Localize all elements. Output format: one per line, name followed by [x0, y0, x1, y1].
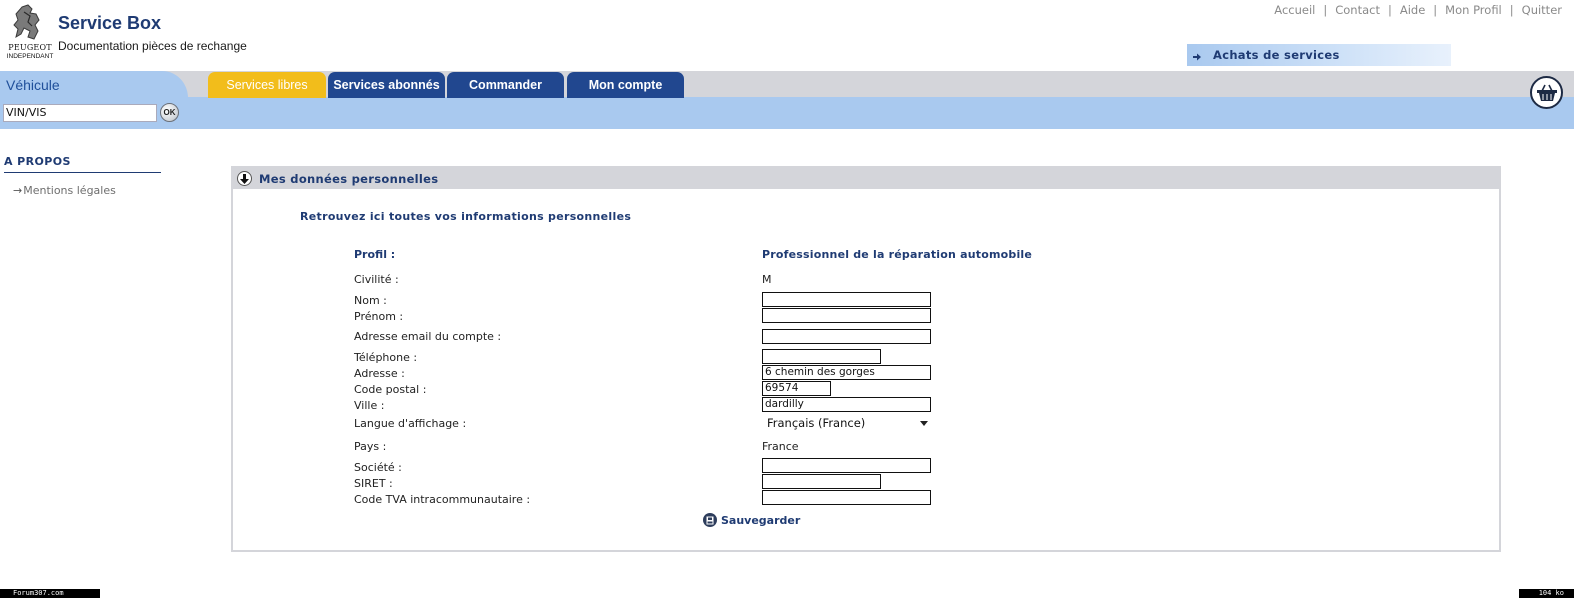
- link-quitter[interactable]: Quitter: [1521, 3, 1562, 17]
- sidebar-item-mentions-legales[interactable]: [13, 184, 116, 197]
- top-links: [1274, 3, 1562, 17]
- email-label: Adresse email du compte :: [354, 330, 502, 343]
- email-field[interactable]: [762, 329, 931, 344]
- pays-value: France: [762, 440, 799, 453]
- separator: |: [1323, 3, 1328, 17]
- code-postal-field[interactable]: 69574: [762, 381, 831, 396]
- code-postal-label: Code postal :: [354, 383, 427, 396]
- achats-de-services-link[interactable]: [1187, 44, 1451, 66]
- ville-field[interactable]: dardilly: [762, 397, 931, 412]
- vehicule-tab: [0, 71, 188, 98]
- langue-selected-value: Français (France): [767, 416, 866, 430]
- achats-label: Achats de services: [1213, 48, 1340, 62]
- telephone-label: Téléphone :: [354, 351, 418, 364]
- tva-label: Code TVA intracommunautaire :: [354, 493, 531, 506]
- arrow-down-icon[interactable]: [237, 171, 252, 186]
- prenom-field[interactable]: [762, 308, 931, 323]
- brand-sub: INDEPENDANT: [6, 53, 54, 60]
- adresse-label: Adresse :: [354, 367, 405, 380]
- watermark-left: Forum307.com: [0, 589, 100, 598]
- app-subtitle: Documentation pièces de rechange: [58, 39, 247, 53]
- sidebar-item-label: Mentions légales: [23, 184, 116, 197]
- sidebar-title: A PROPOS: [4, 155, 161, 173]
- lion-icon: [8, 4, 48, 42]
- arrow-right-icon: [1193, 51, 1201, 59]
- link-aide[interactable]: Aide: [1399, 3, 1426, 17]
- separator: |: [1387, 3, 1392, 17]
- societe-label: Société :: [354, 461, 402, 474]
- langue-label: Langue d'affichage :: [354, 417, 467, 430]
- langue-select[interactable]: [762, 414, 932, 433]
- tab-services-libres[interactable]: Services libres: [208, 72, 326, 98]
- tva-field[interactable]: [762, 490, 931, 505]
- nom-label: Nom :: [354, 294, 387, 307]
- save-label: Sauvegarder: [721, 513, 801, 527]
- peugeot-logo: [4, 4, 54, 62]
- telephone-field[interactable]: [762, 349, 881, 364]
- vin-bar: [0, 97, 1574, 129]
- civilite-label: Civilité :: [354, 273, 399, 286]
- adresse-field[interactable]: 6 chemin des gorges: [762, 365, 931, 380]
- ville-label: Ville :: [354, 399, 385, 412]
- chevron-down-icon: [920, 421, 928, 426]
- siret-label: SIRET :: [354, 477, 393, 490]
- basket-icon[interactable]: [1530, 76, 1563, 109]
- pays-label: Pays :: [354, 440, 387, 453]
- vin-input[interactable]: VIN/VIS: [3, 104, 157, 122]
- tab-services-abonnes[interactable]: Services abonnés: [328, 72, 445, 98]
- link-mon-profil[interactable]: Mon Profil: [1445, 3, 1502, 17]
- siret-field[interactable]: [762, 474, 881, 489]
- vehicule-label: Véhicule: [6, 77, 60, 93]
- societe-field[interactable]: [762, 458, 931, 473]
- intro-text: Retrouvez ici toutes vos informations personnelles: [300, 210, 632, 223]
- watermark-right: 104 ko: [1519, 589, 1574, 598]
- prenom-label: Prénom :: [354, 310, 404, 323]
- panel-title: Mes données personnelles: [259, 171, 439, 186]
- profil-label: Profil :: [354, 248, 396, 261]
- tab-mon-compte[interactable]: Mon compte: [567, 72, 684, 98]
- nom-field[interactable]: [762, 292, 931, 307]
- arrow-right-icon: →: [13, 184, 23, 197]
- link-contact[interactable]: Contact: [1335, 3, 1380, 17]
- separator: |: [1509, 3, 1514, 17]
- save-button[interactable]: [703, 513, 800, 527]
- separator: |: [1433, 3, 1438, 17]
- civilite-value: M: [762, 273, 772, 286]
- app-title: Service Box: [58, 13, 162, 33]
- ok-button[interactable]: OK: [160, 103, 179, 122]
- brand-name: PEUGEOT: [8, 43, 52, 52]
- tab-commander[interactable]: Commander: [447, 72, 564, 98]
- save-icon: [703, 513, 717, 527]
- profil-value: Professionnel de la réparation automobile: [762, 248, 1033, 261]
- panel-header[interactable]: [233, 168, 1499, 189]
- link-accueil[interactable]: Accueil: [1274, 3, 1316, 17]
